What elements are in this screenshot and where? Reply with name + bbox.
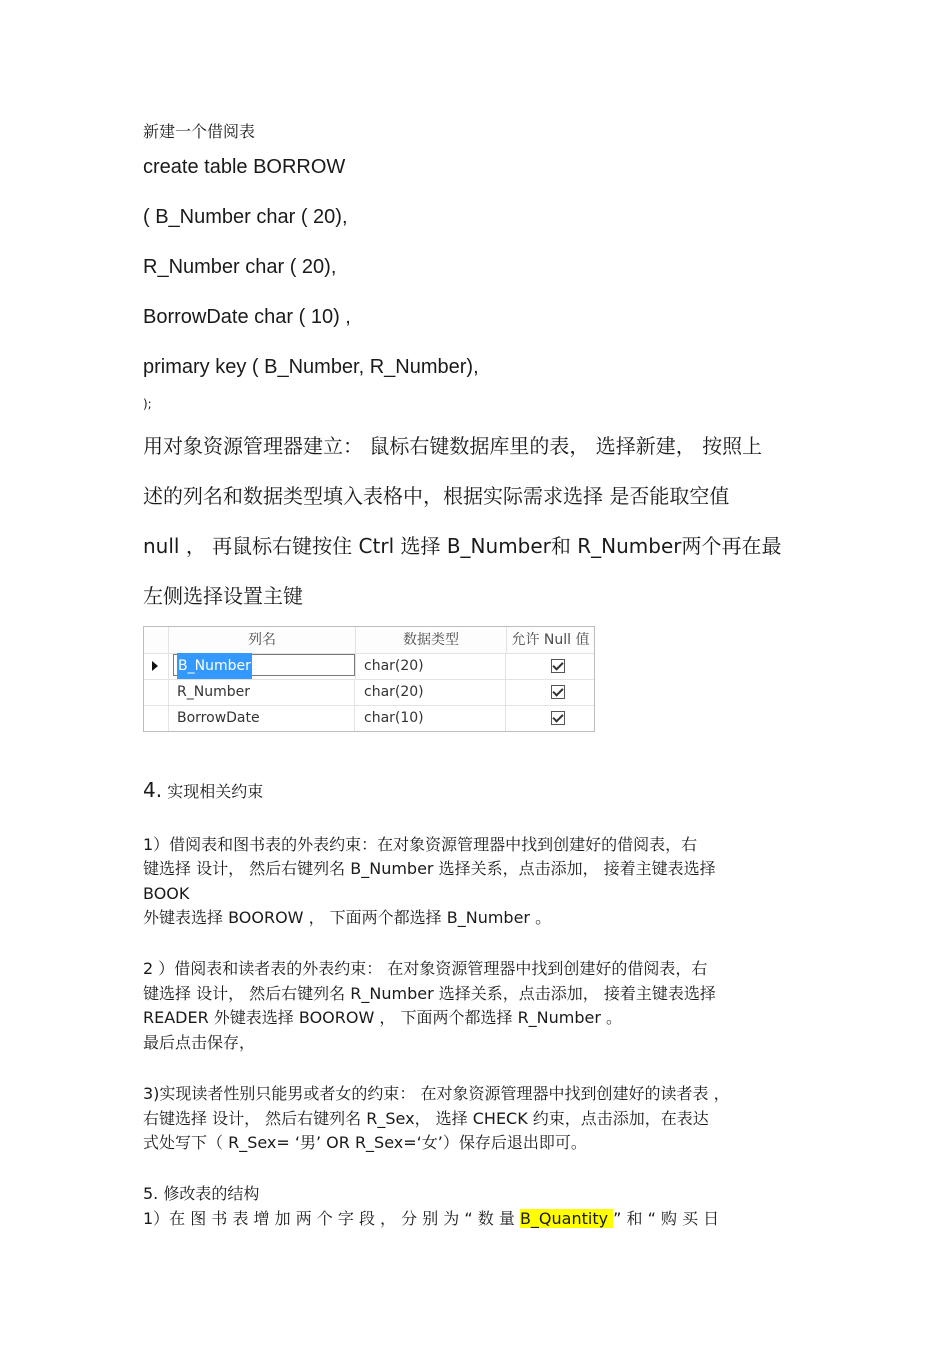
column-name-cell[interactable]: BorrowDate <box>169 705 355 731</box>
allow-null-cell[interactable] <box>507 653 594 679</box>
item2-line-3: READER 外键表选择 BOOROW ， 下面两个都选择 R_Number 。 <box>143 1008 623 1027</box>
para1-line-2: 述的列名和数据类型填入表格中，根据实际需求选择 是否能取空值 <box>143 484 730 508</box>
grid-header-row <box>144 627 594 654</box>
item1-line-3: BOOK <box>143 884 190 903</box>
allow-null-header: 允许 Null 值 <box>507 627 594 653</box>
item1-line-4: 外键表选择 BOOROW ， 下面两个都选择 B_Number 。 <box>143 908 552 927</box>
code-line-1: create table BORROW <box>143 156 346 178</box>
column-name-cell[interactable] <box>169 653 356 679</box>
section-4-heading <box>143 778 263 802</box>
section-4-title: 实现相关约束 <box>167 782 264 801</box>
table-row[interactable] <box>144 679 594 706</box>
row-selector[interactable] <box>144 679 169 705</box>
allow-null-checkbox[interactable] <box>551 711 565 725</box>
code-line-2: ( B_Number char ( 20), <box>143 206 348 228</box>
table-row[interactable] <box>144 653 594 680</box>
row-selector-header <box>144 627 169 653</box>
item3-line-2: 右键选择 设计， 然后右键列名 R_Sex， 选择 CHECK 约束，点击添加，在表达 <box>143 1109 709 1128</box>
column-name-header: 列名 <box>169 627 356 653</box>
item2-line-2: 键选择 设计， 然后右键列名 R_Number 选择关系，点击添加， 接着主键表选择 <box>143 984 716 1003</box>
item1-line-2: 键选择 设计， 然后右键列名 B_Number 选择关系，点击添加， 接着主键表选择 <box>143 859 716 878</box>
current-row-arrow-icon <box>152 661 158 671</box>
para1-line-4: 左侧选择设置主键 <box>143 584 303 608</box>
table-design-grid <box>143 626 595 732</box>
allow-null-cell[interactable] <box>507 679 594 705</box>
item3-line-3: 式处写下（ R_Sex= ‘男’ OR R_Sex=‘女’）保存后退出即可。 <box>143 1133 587 1152</box>
highlighted-field-name: B_Quantity <box>519 1209 614 1228</box>
allow-null-checkbox[interactable] <box>551 659 565 673</box>
allow-null-checkbox[interactable] <box>551 685 565 699</box>
data-type-cell[interactable]: char(20) <box>356 653 506 679</box>
allow-null-cell[interactable] <box>507 705 594 731</box>
code-line-4: BorrowDate char ( 10) , <box>143 306 351 328</box>
data-type-header: 数据类型 <box>356 627 507 653</box>
row-selector[interactable] <box>144 705 169 731</box>
data-type-cell[interactable]: char(20) <box>356 679 506 705</box>
row-selector[interactable] <box>144 653 169 679</box>
para1-line-3: null ， 再鼠标右键按住 Ctrl 选择 B_Number和 R_Number两个再在最 <box>143 534 782 558</box>
code-line-5: primary key ( B_Number, R_Number), <box>143 356 479 378</box>
code-line-3: R_Number char ( 20), <box>143 256 337 278</box>
section-5-heading: 5. 修改表的结构 <box>143 1184 260 1203</box>
item2-line-1: 2 ）借阅表和读者表的外表约束： 在对象资源管理器中找到创建好的借阅表，右 <box>143 959 708 978</box>
para1-line-1: 用对象资源管理器建立： 鼠标右键数据库里的表， 选择新建， 按照上 <box>143 434 763 458</box>
code-line-6: ); <box>143 397 152 411</box>
item5-1-pre: 1）在 图 书 表 增 加 两 个 字 段 ， 分 别 为 “ 数 量 <box>143 1209 520 1228</box>
intro-text: 新建一个借阅表 <box>143 122 256 141</box>
item5-1-line <box>143 1207 719 1232</box>
column-name-value: B_Number <box>177 653 252 679</box>
column-name-cell[interactable]: R_Number <box>169 679 355 705</box>
item3-line-1: 3)实现读者性别只能男或者女的约束： 在对象资源管理器中找到创建好的读者表 ， <box>143 1084 730 1103</box>
table-row[interactable] <box>144 705 594 731</box>
item5-1-post: ” 和 “ 购 买 日 <box>613 1209 720 1228</box>
data-type-cell[interactable]: char(10) <box>356 705 506 731</box>
section-4-number: 4. <box>143 778 163 802</box>
item1-line-1: 1）借阅表和图书表的外表约束：在对象资源管理器中找到创建好的借阅表，右 <box>143 835 698 854</box>
item2-line-4: 最后点击保存， <box>143 1033 256 1052</box>
